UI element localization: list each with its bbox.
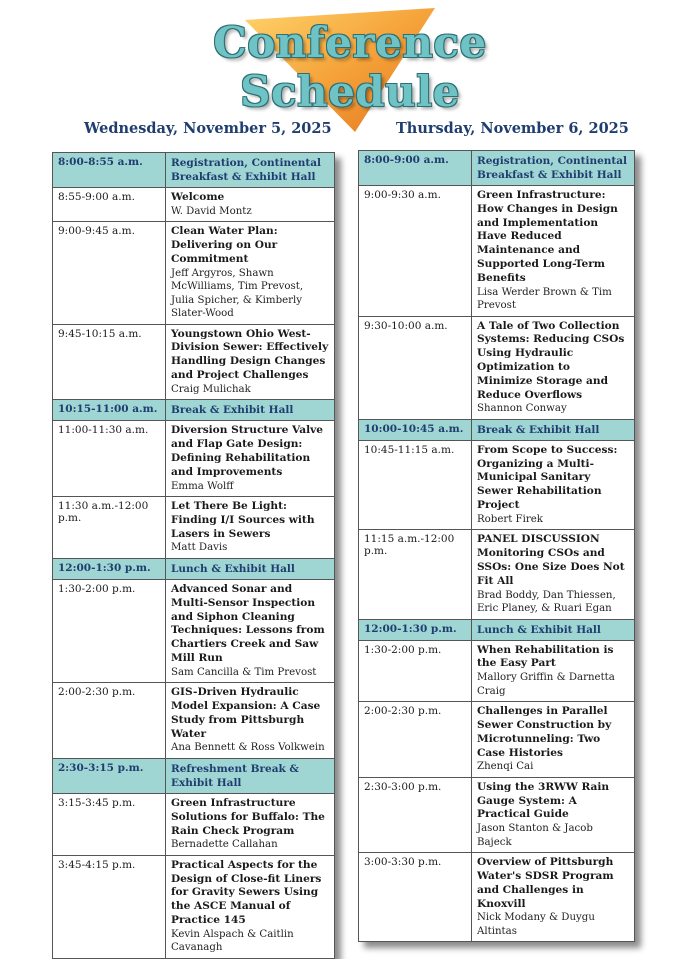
session-speakers: Robert Firek (477, 513, 543, 525)
session-title: Green Infrastructure: How Changes in Design and Implementation Have Reduced Maintenance and Supported Long-Term Benefits (477, 189, 618, 284)
session-details (166, 580, 334, 682)
session-time: 2:00-2:30 p.m. (53, 683, 166, 758)
title-banner (0, 0, 684, 130)
day-heading-thursday: Thursday, November 6, 2025 (396, 120, 629, 137)
session-title: A Tale of Two Collection Systems: Reducing CSOs Using Hydraulic Optimization to Minimize Storage and Reduce Overflows (477, 319, 625, 401)
session-title: Green Infrastructure Solutions for Buffalo: The Rain Check Program (171, 796, 325, 837)
session-details (472, 151, 634, 185)
session-speakers: Bernadette Callahan (171, 839, 278, 851)
session-row (359, 853, 634, 941)
schedule-table-wednesday (52, 152, 335, 959)
session-details (472, 778, 634, 852)
session-speakers: Matt Davis (171, 542, 228, 554)
session-time: 2:30-3:00 p.m. (359, 778, 472, 852)
session-row (53, 421, 334, 497)
session-time: 11:00-11:30 a.m. (53, 421, 166, 496)
session-time: 1:30-2:00 p.m. (53, 580, 166, 682)
session-time: 9:00-9:45 a.m. (53, 222, 166, 323)
session-title: Refreshment Break & Exhibit Hall (171, 762, 299, 789)
session-details (166, 222, 334, 323)
session-time: 3:15-3:45 p.m. (53, 794, 166, 855)
session-time: 8:00-8:55 a.m. (53, 153, 166, 187)
session-speakers: Emma Wolff (171, 480, 234, 492)
session-details (166, 325, 334, 400)
session-row (53, 222, 334, 324)
session-time: 2:30-3:15 p.m. (53, 759, 166, 793)
schedule-table-thursday (358, 150, 635, 942)
page-title: Conference Schedule (213, 18, 487, 116)
day-heading-wednesday: Wednesday, November 5, 2025 (84, 120, 332, 137)
session-title: Advanced Sonar and Multi-Sensor Inspection and Siphon Cleaning Techniques: Lessons from Chartiers Creek and Saw Mill Run (171, 582, 325, 664)
session-row (359, 186, 634, 317)
session-title: When Rehabilitation is the Easy Part (477, 643, 614, 670)
session-time: 9:30-10:00 a.m. (359, 317, 472, 419)
session-time: 9:00-9:30 a.m. (359, 186, 472, 316)
session-details (472, 702, 634, 777)
session-details (166, 794, 334, 855)
session-title: Registration, Continental Breakfast & Exhibit Hall (171, 157, 322, 183)
session-title: Using the 3RWW Rain Gauge System: A Practical Guide (477, 780, 610, 821)
session-time: 12:00-1:30 p.m. (53, 559, 166, 579)
session-time: 9:45-10:15 a.m. (53, 325, 166, 400)
session-title: Registration, Continental Breakfast & Exhibit Hall (477, 155, 628, 181)
session-row (53, 497, 334, 559)
session-row (53, 856, 334, 958)
session-row (359, 702, 634, 778)
session-speakers: Shannon Conway (477, 403, 567, 415)
session-details (166, 559, 334, 579)
session-title: Break & Exhibit Hall (477, 423, 600, 436)
session-title: Lunch & Exhibit Hall (477, 623, 601, 636)
session-row (53, 188, 334, 222)
session-speakers: Sam Cancilla & Tim Prevost (171, 666, 317, 678)
break-row (53, 559, 334, 580)
break-row (359, 620, 634, 641)
session-title: Youngstown Ohio West-Division Sewer: Effectively Handling Design Changes and Project Challenges (171, 327, 329, 382)
session-speakers: Jeff Argyros, Shawn McWilliams, Tim Prevost, Julia Spicher, & Kimberly Slater-Wood (171, 267, 304, 320)
session-time: 10:45-11:15 a.m. (359, 441, 472, 529)
session-details (166, 683, 334, 758)
session-row (359, 641, 634, 703)
session-speakers: Zhenqi Cai (477, 761, 534, 773)
session-row (359, 441, 634, 530)
session-row (53, 794, 334, 856)
session-speakers: Ana Bennett & Ross Volkwein (171, 742, 325, 754)
session-title: GIS-Driven Hydraulic Model Expansion: A Case Study from Pittsburgh Water (171, 686, 321, 740)
session-time: 8:55-9:00 a.m. (53, 188, 166, 221)
session-details (166, 856, 334, 958)
session-details (472, 620, 634, 640)
session-title: Overview of Pittsburgh Water's SDSR Program and Challenges in Knoxvill (477, 856, 614, 910)
session-title: Challenges in Parallel Sewer Construction by Microtunneling: Two Case Histories (477, 705, 612, 759)
session-speakers: Mallory Griffin & Darnetta Craig (477, 672, 615, 697)
session-details (472, 420, 634, 440)
session-title: Clean Water Plan: Delivering on Our Commitment (171, 225, 278, 265)
session-details (472, 641, 634, 702)
session-time: 10:15-11:00 a.m. (53, 400, 166, 420)
session-details (166, 153, 334, 187)
session-time: 10:00-10:45 a.m. (359, 420, 472, 440)
session-title: From Scope to Success: Organizing a Multi-Municipal Sanitary Sewer Rehabilitation Project (477, 443, 618, 512)
session-row (359, 317, 634, 420)
session-row (359, 778, 634, 853)
session-details (472, 317, 634, 419)
session-time: 2:00-2:30 p.m. (359, 702, 472, 777)
session-title: Diversion Structure Valve and Flap Gate Design: Defining Rehabilitation and Improvements (171, 424, 324, 478)
session-speakers: Craig Mulichak (171, 383, 251, 395)
break-row (53, 153, 334, 188)
session-details (166, 759, 334, 793)
session-title: Break & Exhibit Hall (171, 404, 294, 417)
session-speakers: Brad Boddy, Dan Thiessen, Eric Planey, & Ruari Egan (477, 589, 616, 615)
session-time: 11:30 a.m.-12:00 p.m. (53, 497, 166, 558)
session-details (472, 853, 634, 941)
session-speakers: W. David Montz (171, 205, 252, 217)
session-title: PANEL DISCUSSION Monitoring CSOs and SSOs: One Size Does Not Fit All (477, 533, 625, 587)
break-row (359, 420, 634, 441)
session-row (359, 530, 634, 619)
session-speakers: Nick Modany & Duygu Altintas (477, 912, 595, 937)
session-details (166, 188, 334, 221)
session-time: 12:00-1:30 p.m. (359, 620, 472, 640)
session-speakers: Kevin Alspach & Caitlin Cavanagh (171, 928, 294, 954)
session-details (166, 400, 334, 420)
session-details (472, 186, 634, 316)
session-details (472, 530, 634, 618)
session-title: Lunch & Exhibit Hall (171, 562, 295, 575)
session-details (166, 497, 334, 558)
session-title: Practical Aspects for the Design of Close-fit Liners for Gravity Sewers Using the ASCE Manual of Practice 145 (171, 858, 322, 926)
session-row (53, 325, 334, 401)
session-time: 8:00-9:00 a.m. (359, 151, 472, 185)
session-time: 11:15 a.m.-12:00 p.m. (359, 530, 472, 618)
session-details (166, 421, 334, 496)
session-details (472, 441, 634, 529)
session-time: 1:30-2:00 p.m. (359, 641, 472, 702)
break-row (53, 759, 334, 794)
session-title: Let There Be Light: Finding I/I Sources with Lasers in Sewers (171, 500, 315, 540)
session-row (53, 683, 334, 759)
session-row (53, 580, 334, 683)
session-time: 3:45-4:15 p.m. (53, 856, 166, 958)
break-row (359, 151, 634, 186)
break-row (53, 400, 334, 421)
session-time: 3:00-3:30 p.m. (359, 853, 472, 941)
session-speakers: Lisa Werder Brown & Tim Prevost (477, 286, 612, 312)
session-speakers: Jason Stanton & Jacob Bajeck (477, 823, 593, 848)
session-title: Welcome (171, 191, 225, 203)
